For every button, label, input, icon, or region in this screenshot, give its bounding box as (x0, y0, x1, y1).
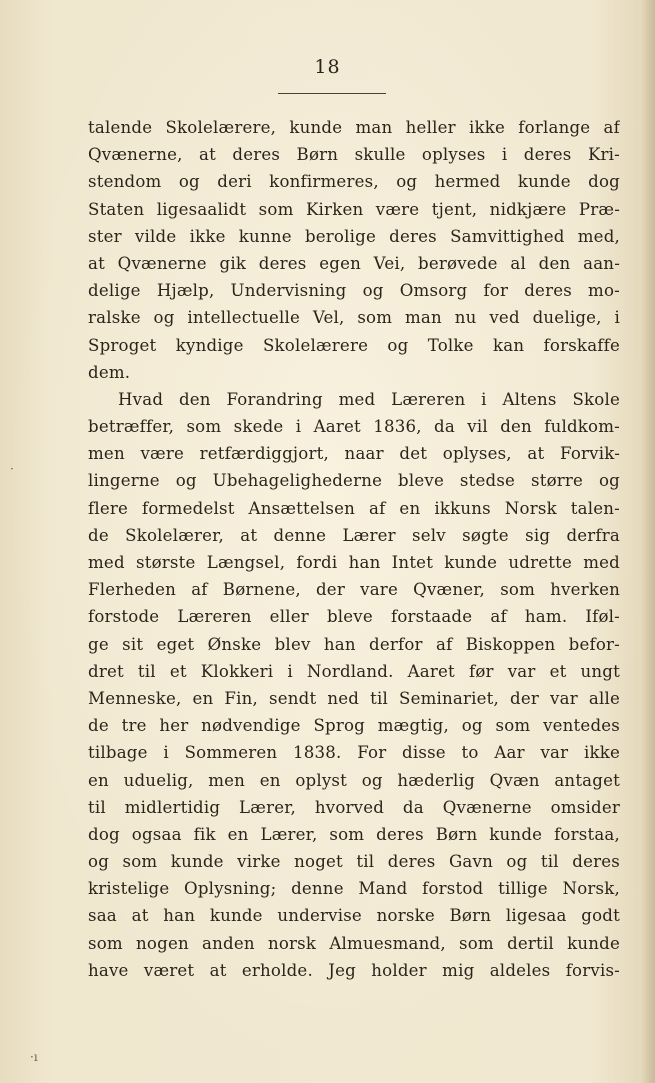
text-line: ster vilde ikke kunne berolige deres Samvittighed med, (88, 226, 620, 246)
text-line: Sproget kyndige Skolelærere og Tolke kan forskaffe (88, 335, 620, 355)
text-line: forstode Læreren eller bleve forstaade af ham. Iføl- (88, 607, 620, 627)
text-line: de tre her nødvendige Sprog mægtig, og som ventedes (88, 716, 620, 736)
text-line: at Qvænerne gik deres egen Vei, berøvede al den aan- (88, 253, 620, 273)
text-line: som nogen anden norsk Almuesmand, som dertil kunde (88, 933, 620, 953)
text-line: ge sit eget Ønske blev han derfor af Biskoppen befor- (88, 634, 620, 654)
header-rule (278, 93, 386, 94)
page-number: 18 (314, 56, 341, 78)
text-line: betræffer, som skede i Aaret 1836, da vil den fuldkom- (88, 417, 620, 437)
text-line: ralske og intellectuelle Vel, som man nu ved duelige, i (88, 308, 620, 328)
text-line: med største Længsel, fordi han Intet kunde udrette med (88, 553, 620, 572)
text-line: delige Hjælp, Undervisning og Omsorg for deres mo- (88, 281, 620, 301)
body-text (88, 114, 620, 984)
text-line: stendom og deri konfirmeres, og hermed kunde dog (88, 172, 620, 192)
text-line-paragraph-start: Hvad den Forandring med Læreren i Altens Skole (118, 389, 620, 409)
text-line: dog ogsaa fik en Lærer, som deres Børn kunde forstaa, (88, 824, 620, 844)
text-line: en uduelig, men en oplyst og hæderlig Qvæn antaget (88, 770, 620, 790)
text-line: Staten ligesaalidt som Kirken være tjent, nidkjære Præ- (88, 199, 620, 219)
text-line: til midlertidig Lærer, hvorved da Qvænerne omsider (88, 797, 620, 817)
text-line: saa at han kunde undervise norske Børn ligesaa godt (88, 906, 620, 926)
text-line: Menneske, en Fin, sendt ned til Seminariet, der var alle (88, 688, 620, 708)
text-line: dem. (88, 362, 131, 382)
text-line: talende Skolelærere, kunde man heller ikke forlange af (88, 118, 620, 137)
text-line: og som kunde virke noget til deres Gavn og til deres (88, 852, 620, 872)
text-line: lingerne og Ubehagelighederne bleve stedse større og (88, 471, 620, 491)
text-line: have været at erholde. Jeg holder mig aldeles forvis- (88, 960, 620, 980)
margin-tick-mark: ·ı (30, 1050, 38, 1064)
text-line: flere formedelst Ansættelsen af en ikkuns Norsk talen- (88, 498, 620, 518)
text-line: men være retfærdiggjort, naar det oplyses, at Forvik- (88, 444, 620, 464)
page-edge-shadow (641, 0, 655, 1083)
text-line: Qvænerne, at deres Børn skulle oplyses i deres Kri- (88, 145, 620, 165)
text-line: Flerheden af Børnene, der vare Qvæner, som hverken (88, 580, 620, 600)
margin-dot-mark: · (10, 462, 14, 476)
text-line: de Skolelærer, at denne Lærer selv søgte sig derfra (88, 525, 620, 545)
text-line: kristelige Oplysning; denne Mand forstod tillige Norsk, (88, 879, 620, 899)
text-line: dret til et Klokkeri i Nordland. Aaret før var et ungt (88, 661, 620, 681)
text-line: tilbage i Sommeren 1838. For disse to Aar var ikke (88, 743, 620, 763)
